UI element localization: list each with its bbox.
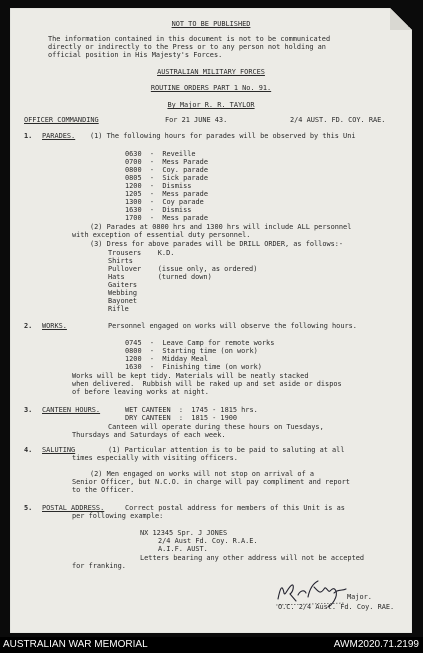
parade-time: 0800 - Coy. parade	[125, 166, 208, 174]
section-title-postal: POSTAL ADDRESS.	[42, 504, 105, 512]
parade-time: 1300 - Coy parade	[125, 198, 204, 206]
parades-para-3: (3) Dress for above parades will be DRILL ORDER, as follows:-	[90, 240, 344, 248]
postal-text: Letters bearing any other address will not be accepted	[140, 554, 365, 562]
archive-id: AWM2020.71.2199	[333, 639, 419, 650]
works-time: 1630 - Finishing time (on work)	[125, 363, 262, 371]
postal-text: for franking.	[72, 562, 126, 570]
works-text: Works will be kept tidy. Materials will be neatly stacked	[72, 372, 309, 380]
parade-time: 0630 - Reveille	[125, 150, 196, 158]
parades-intro: (1) The following hours for parades will be observed by this Uni	[90, 132, 356, 140]
works-time: 0800 - Starting time (on work)	[125, 347, 258, 355]
document-page	[10, 8, 412, 633]
section-title-parades: PARADES.	[42, 132, 76, 140]
signatory-unit: O.C. 2/4 Aust. Fd. Coy. RAE.	[278, 603, 395, 611]
unit-line: 2/4 AUST. FD. COY. RAE.	[290, 116, 386, 124]
dress-item: Bayonet	[108, 297, 138, 305]
notice-line: The information contained in this document is not to be communicated	[48, 35, 331, 43]
parade-time: 1700 - Mess parade	[125, 214, 208, 222]
date-line: For 21 JUNE 43.	[165, 116, 228, 124]
works-time: 0745 - Leave Camp for remote works	[125, 339, 275, 347]
section-number: 5.	[24, 504, 33, 512]
address-line: NX 12345 Spr. J JONES	[140, 529, 228, 537]
oc-label: OFFICER COMMANDING	[24, 116, 99, 124]
archive-footer	[0, 637, 423, 653]
dress-item: Pullover (issue only, as ordered)	[108, 265, 258, 273]
by-line: By Major R. R. TAYLOR	[167, 101, 255, 109]
dress-item: Hats (turned down)	[108, 273, 212, 281]
section-title-saluting: SALUTING	[42, 446, 76, 454]
section-number: 1.	[24, 132, 33, 140]
notice-line: official position in His Majesty's Forces.	[48, 51, 223, 59]
parade-time: 1200 - Dismiss	[125, 182, 192, 190]
dress-item: Rifle	[108, 305, 129, 313]
parade-time: 0805 - Sick parade	[125, 174, 208, 182]
organisation-title: AUSTRALIAN MILITARY FORCES	[157, 68, 265, 76]
canteen-text: Thursdays and Saturdays of each week.	[72, 431, 226, 439]
signatory-rank: Major.	[347, 593, 372, 601]
parade-time: 1205 - Mess parade	[125, 190, 208, 198]
canteen-dry: DRY CANTEEN : 1815 - 1900	[125, 414, 238, 422]
address-line: 2/4 Aust Fd. Coy. R.A.E.	[158, 537, 258, 545]
parade-time: 0700 - Mess Parade	[125, 158, 208, 166]
works-text: of before leaving works at night.	[72, 388, 209, 396]
saluting-para-2: (2) Men engaged on works will not stop on arrival of a	[90, 470, 315, 478]
dress-item: Shirts	[108, 257, 133, 265]
section-number: 2.	[24, 322, 33, 330]
parade-time: 1630 - Dismiss	[125, 206, 192, 214]
archive-name: AUSTRALIAN WAR MEMORIAL	[3, 639, 148, 650]
dress-item: Trousers K.D.	[108, 249, 175, 257]
section-title-canteen: CANTEEN HOURS.	[42, 406, 101, 414]
saluting-para-2: to the Officer.	[72, 486, 135, 494]
works-intro: Personnel engaged on works will observe the following hours.	[108, 322, 357, 330]
postal-intro: Correct postal address for members of this Unit is as	[125, 504, 345, 512]
section-title-works: WORKS.	[42, 322, 67, 330]
canteen-wet: WET CANTEEN : 1745 - 1815 hrs.	[125, 406, 258, 414]
saluting-para-1: (1) Particular attention is to be paid to saluting at all	[108, 446, 345, 454]
section-number: 3.	[24, 406, 33, 414]
classification-header: NOT TO BE PUBLISHED	[171, 20, 251, 28]
saluting-para-2: Senior Officer, but N.C.O. in charge will pay compliment and report	[72, 478, 350, 486]
works-time: 1200 - Midday Meal	[125, 355, 208, 363]
parades-para-2: with exception of essential duty personnel.	[72, 231, 251, 239]
postal-intro: per following example:	[72, 512, 164, 520]
parades-para-2: (2) Parades at 0800 hrs and 1300 hrs will include ALL personnel	[90, 223, 352, 231]
dress-item: Gaiters	[108, 281, 138, 289]
saluting-para-1: times especially with visiting officers.	[72, 454, 238, 462]
works-text: when delivered. Rubbish will be raked up and set aside or dispos	[72, 380, 342, 388]
dress-item: Webbing	[108, 289, 138, 297]
notice-line: directly or indirectly to the Press or to any person not holding an	[48, 43, 326, 51]
section-number: 4.	[24, 446, 33, 454]
canteen-text: Canteen will operate during these hours on Tuesdays,	[108, 423, 324, 431]
orders-title: ROUTINE ORDERS PART 1 No. 91.	[150, 84, 272, 92]
address-line: A.I.F. AUST.	[158, 545, 208, 553]
